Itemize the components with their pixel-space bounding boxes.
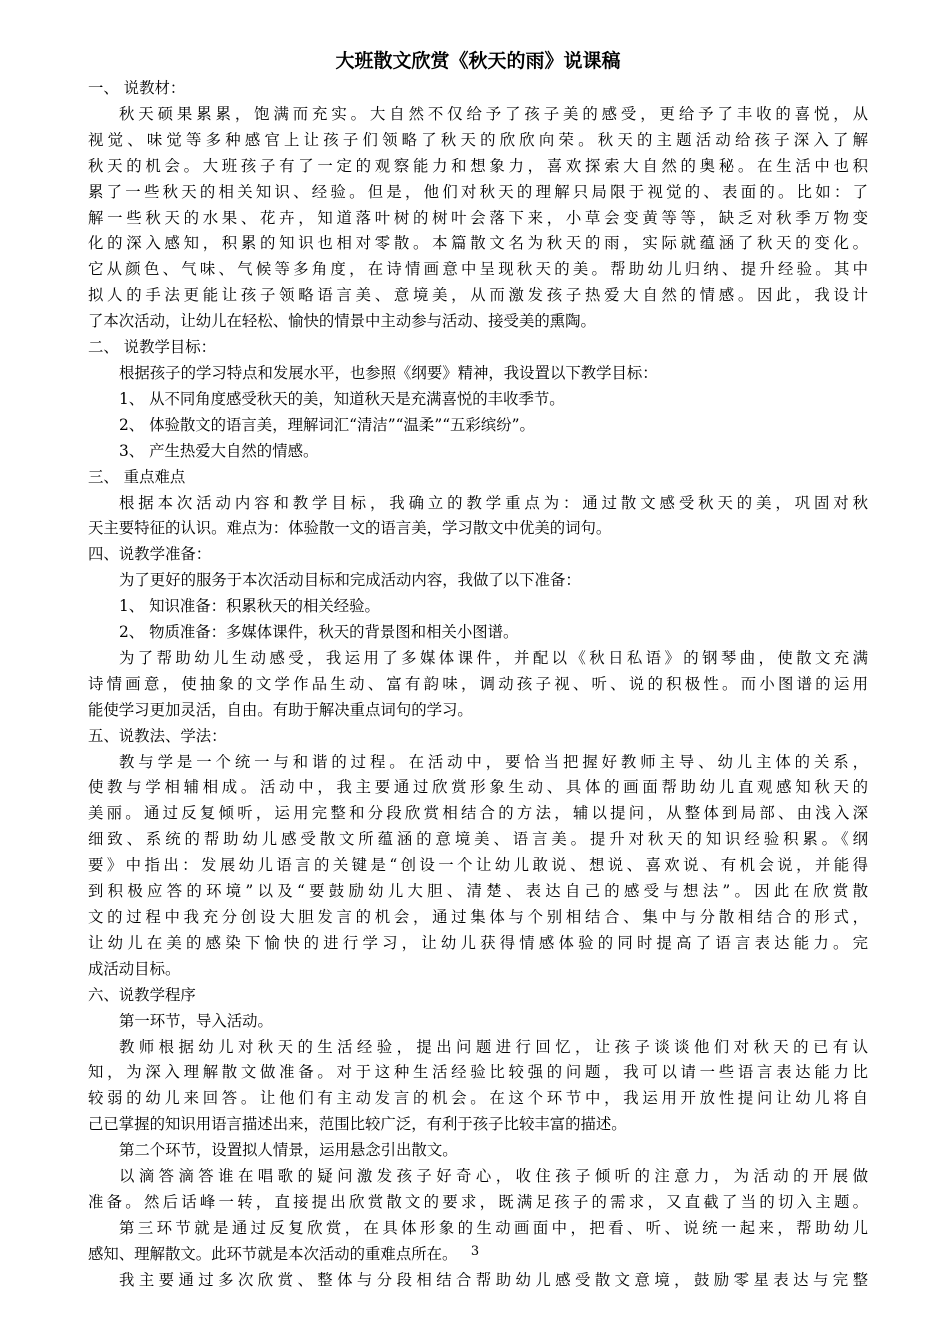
- page-number: 3: [470, 1244, 480, 1259]
- text-line: 秋天硕果累累，饱满而充实。大自然不仅给予了孩子美的感受，更给予了丰收的喜悦，从: [119, 104, 868, 123]
- text-line: 了本次活动，让幼儿在轻松、愉快的情景中主动参与活动、接受美的熏陶。: [88, 312, 596, 331]
- text-line: 化的深入感知，积累的知识也相对零散。本篇散文名为秋天的雨，实际就蕴涵了秋天的变化。: [88, 234, 868, 253]
- text-line: 教与学是一个统一与和谐的过程。在活动中，要恰当把握好教师主导、幼儿主体的关系，: [119, 752, 868, 771]
- text-line: 知，为深入理解散文做准备。对于这种生活经验比较强的问题，我可以请一些语言表达能力比: [88, 1063, 868, 1082]
- text-line: 六、说教学程序: [88, 985, 196, 1004]
- text-line: 让幼儿在美的感染下愉快的进行学习，让幼儿获得情感体验的同时提高了语言表达能力。完: [88, 933, 868, 952]
- document-body: [88, 76, 868, 1294]
- text-line: 己已掌握的知识用语言描述出来，范围比较广泛，有利于孩子比较丰富的描述。: [88, 1115, 627, 1134]
- text-line: 2、 体验散文的语言美，理解词汇“清洁”“温柔”“五彩缤纷”。: [119, 415, 535, 434]
- text-line: 为了帮助幼儿生动感受，我运用了多媒体课件，并配以《秋日私语》的钢琴曲，使散文充满: [119, 648, 868, 667]
- text-line: 诗情画意，使抽象的文学作品生动、富有韵味，调动孩子视、听、说的积极性。而小图谱的运用: [88, 674, 868, 693]
- text-line: 天主要特征的认识。难点为：体验散一文的语言美，学习散文中优美的词句。: [88, 519, 612, 538]
- text-line: 要》中指出：发展幼儿语言的关键是“创设一个让幼儿敢说、想说、喜欢说、有机会说，并能得: [88, 856, 868, 875]
- text-line: 为了更好的服务于本次活动目标和完成活动内容，我做了以下准备：: [119, 571, 581, 590]
- text-line: 第二个环节，设置拟人情景，运用悬念引出散文。: [119, 1141, 458, 1160]
- text-line: 我主要通过多次欣赏、整体与分段相结合帮助幼儿感受散文意境，鼓励零星表达与完整: [119, 1270, 868, 1289]
- text-line: 1、 从不同角度感受秋天的美，知道秋天是充满喜悦的丰收季节。: [119, 389, 565, 408]
- text-line: 它从颜色、气味、气候等多角度，在诗情画意中呈现秋天的美。帮助幼儿归纳、提升经验。其中: [88, 260, 868, 279]
- text-line: 二、 说教学目标：: [88, 338, 217, 357]
- text-line: 三、 重点难点: [88, 467, 186, 486]
- text-line: 以滴答滴答谁在唱歌的疑问激发孩子好奇心，收住孩子倾听的注意力，为活动的开展做: [119, 1167, 868, 1186]
- text-line: 累了一些秋天的相关知识、经验。但是，他们对秋天的理解只局限于视觉的、表面的。比如：了: [88, 182, 868, 201]
- text-line: 较弱的幼儿来回答。让他们有主动发言的机会。在这个环节中，我运用开放性提问让幼儿将自: [88, 1089, 868, 1108]
- text-line: 能使学习更加灵活，自由。有助于解决重点词句的学习。: [88, 700, 473, 719]
- text-line: 准备。然后话峰一转，直接提出欣赏散文的要求，既满足孩子的需求，又直截了当的切入主题。: [88, 1192, 868, 1211]
- text-line: 使教与学相辅相成。活动中，我主要通过欣赏形象生动、具体的画面帮助幼儿直观感知秋天的: [88, 778, 868, 797]
- text-line: 四、说教学准备：: [88, 545, 212, 564]
- text-line: 视觉、味觉等多种感官上让孩子们领略了秋天的欣欣向荣。秋天的主题活动给孩子深入了解: [88, 130, 868, 149]
- text-line: 第三环节就是通过反复欣赏，在具体形象的生动画面中，把看、听、说统一起来，帮助幼儿: [119, 1218, 868, 1237]
- text-line: 文的过程中我充分创设大胆发言的机会，通过集体与个别相结合、集中与分散相结合的形式，: [88, 908, 868, 926]
- text-line: 拟人的手法更能让孩子领略语言美、意境美，从而激发孩子热爱大自然的情感。因此，我设计: [88, 286, 868, 305]
- document-page: [88, 46, 868, 1294]
- text-line: 成活动目标。: [88, 959, 181, 978]
- text-line: 细致、系统的帮助幼儿感受散文所蕴涵的意境美、语言美。提升对秋天的知识经验积累。《纲: [88, 830, 868, 849]
- text-line: 2、 物质准备：多媒体课件，秋天的背景图和相关小图谱。: [119, 623, 519, 642]
- text-line: 到积极应答的环境”以及“要鼓励幼儿大胆、清楚、表达自己的感受与想法”。因此在欣赏散: [88, 882, 868, 901]
- text-line: 秋天的机会。大班孩子有了一定的观察能力和想象力，喜欢探索大自然的奥秘。在生活中也积: [88, 156, 868, 175]
- text-line: 3、 产生热爱大自然的情感。: [119, 441, 319, 460]
- text-line: 第一环节，导入活动。: [119, 1011, 273, 1030]
- text-line: 根据孩子的学习特点和发展水平，也参照《纲要》精神，我设置以下教学目标：: [119, 363, 658, 382]
- text-line: 1、 知识准备：积累秋天的相关经验。: [119, 597, 380, 616]
- text-line: 美丽。通过反复倾听，运用完整和分段欣赏相结合的方法，辅以提问，从整体到局部、由浅入深: [88, 804, 868, 823]
- document-title: 大班散文欣赏《秋天的雨》说课稿: [335, 50, 621, 72]
- text-line: 教师根据幼儿对秋天的生活经验，提出问题进行回忆，让孩子谈谈他们对秋天的已有认: [119, 1037, 868, 1056]
- text-line: 五、说教法、学法：: [88, 726, 227, 745]
- text-line: 一、 说教材：: [88, 79, 186, 97]
- text-line: 根据本次活动内容和教学目标，我确立的教学重点为：通过散文感受秋天的美，巩固对秋: [119, 493, 868, 512]
- text-line: 感知、理解散文。此环节就是本次活动的重难点所在。: [88, 1244, 458, 1263]
- text-line: 解一些秋天的水果、花卉，知道落叶树的树叶会落下来，小草会变黄等等，缺乏对秋季万物变: [88, 208, 868, 227]
